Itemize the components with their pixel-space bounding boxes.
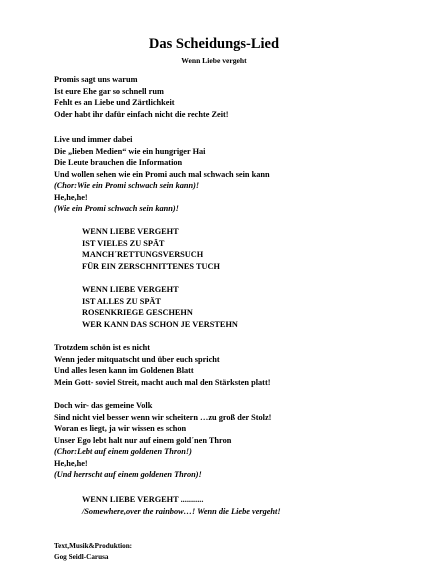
lyric-line: WER KANN DAS SCHON JE VERSTEHN <box>82 319 238 329</box>
chorus-2 <box>82 284 238 330</box>
lyric-line: IST ALLES ZU SPÄT <box>82 296 161 306</box>
lyric-line: (Chor:Lebt auf einem goldenen Thron!) <box>54 447 192 456</box>
lyric-line: IST VIELES ZU SPÄT <box>82 238 165 248</box>
credits <box>54 541 132 562</box>
lyric-line: /Somewhere,over the rainbow…! Wenn die Liebe vergeht! <box>82 506 281 516</box>
credit-line: Gog Seidl-Carusa <box>54 552 109 561</box>
lyric-line: Mein Gott- soviel Streit, macht auch mal den Stärksten platt! <box>54 377 271 387</box>
lyric-line: Ist eure Ehe gar so schnell rum <box>54 86 164 96</box>
lyric-line: Oder habt ihr dafür einfach nicht die rechte Zeit! <box>54 109 229 119</box>
lyric-line: Live und immer dabei <box>54 135 133 144</box>
lyric-line: Promis sagt uns warum <box>54 75 138 84</box>
lyric-line: Wenn jeder mitquatscht und über euch spricht <box>54 354 220 364</box>
lyric-line: Unser Ego lebt halt nur auf einem gold´nen Thron <box>54 435 232 445</box>
lyric-line: He,he,he! <box>54 458 88 468</box>
lyric-line: Sind nicht viel besser wenn wir scheitern …zu groß der Stolz! <box>54 412 272 422</box>
lyric-line: Und wollen sehen wie ein Promi auch mal schwach sein kann <box>54 169 270 179</box>
lyric-line: Woran es liegt, ja wir wissen es schon <box>54 424 187 433</box>
lyric-line: MANCH´RETTUNGSVERSUCH <box>82 250 204 259</box>
stanza-1 <box>54 74 229 120</box>
lyric-line: Trotzdem schön ist es nicht <box>54 343 151 352</box>
song-title: Das Scheidungs-Lied <box>148 36 280 52</box>
lyric-line: He,he,he! <box>54 192 88 202</box>
lyric-line: ROSENKRIEGE GESCHEHN <box>82 308 193 317</box>
stanza-4 <box>54 400 271 481</box>
finale <box>82 494 281 517</box>
lyric-line: (Und herrscht auf einem goldenen Thron)! <box>54 470 202 479</box>
lyric-line: Und alles lesen kann im Goldenen Blatt <box>54 366 194 375</box>
lyric-line: WENN LIEBE VERGEHT ........... <box>82 495 204 504</box>
lyric-line: (Chor:Wie ein Promi schwach sein kann)! <box>54 181 200 190</box>
lyric-line: (Wie ein Promi schwach sein kann)! <box>54 204 179 213</box>
lyric-line: FÜR EIN ZERSCHNITTENES TUCH <box>82 261 220 271</box>
chorus-1 <box>82 226 220 272</box>
lyric-line: Fehlt es an Liebe und Zärtlichkeit <box>54 98 175 107</box>
lyric-line: Doch wir- das gemeine Volk <box>54 401 153 410</box>
stanza-2 <box>54 134 270 215</box>
song-subtitle: Wenn Liebe vergeht <box>181 56 247 65</box>
stanza-3 <box>54 342 270 388</box>
lyric-line: WENN LIEBE VERGEHT <box>82 285 179 294</box>
lyric-line: WENN LIEBE VERGEHT <box>82 227 179 236</box>
lyric-line: Die „lieben Medien“ wie ein hungriger Hai <box>54 146 206 156</box>
lyric-line: Die Leute brauchen die Information <box>54 158 183 167</box>
credit-line: Text,Musik&Produktion: <box>54 542 133 550</box>
